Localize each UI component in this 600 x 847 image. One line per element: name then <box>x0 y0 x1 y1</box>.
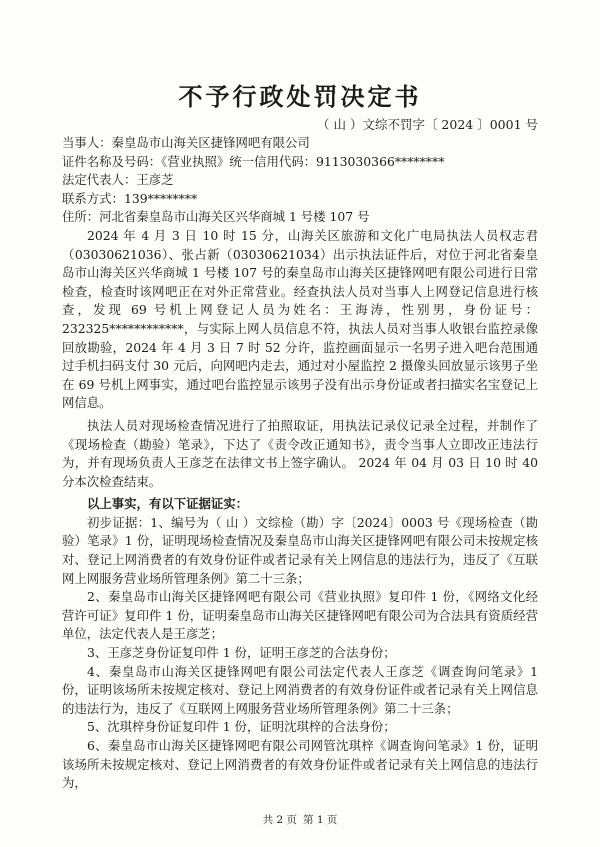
evidence-item-2: 2、秦皇岛市山海关区捷锋网吧有限公司《营业执照》复印件 1 份，《网络文化经营许可证》复印件 1 份，证明秦皇岛市山海关区捷锋网吧有限公司为合法具有资质经营单位，法定代表人是王彦芝； <box>62 589 538 642</box>
evidence-item-3: 3、王彦芝身份证复印件 1 份，证明王彦芝的合法身份； <box>87 645 396 661</box>
document-number: （ 山 ）文综不罚字〔 2024 〕0001 号 <box>317 117 538 132</box>
current-page: 第 1 页 <box>303 814 338 826</box>
evidence-item-1: 初步证据：1、编号为（ 山 ）文综检（勘）字〔2024〕0003 号《现场检查（勘验）笔录》1 份，证明现场检查情况及秦皇岛市山海关区捷锋网吧有限公司未按规定核对、登记上网消费者的有效身份证件或者记录有关上网信息的违法行为，违反了《互联网上网服务营业场所管理条例》第二十三条； <box>62 514 538 586</box>
evidence-heading: 以上事实，有以下证据证实： <box>87 496 249 512</box>
contact-line: 联系方式：139******** <box>62 190 198 206</box>
document-body <box>62 134 538 793</box>
evidence-item-4: 4、秦皇岛市山海关区捷锋网吧有限公司法定代表人王彦芝《调查询问笔录》1 份，证明该场所未按规定核对、登记上网消费者的有效身份证件或者记录有关上网信息的违法行为，违反了《互联网上网服务营业场所管理条例》第二十三条； <box>62 663 538 716</box>
party-line: 当事人：秦皇岛市山海关区捷锋网吧有限公司 <box>62 135 310 150</box>
evidence-collection-paragraph: 执法人员对现场检查情况进行了拍照取证，用执法记录仪记录全过程，并制作了《现场检查（勘验）笔录》，下达了《责令改正通知书》，责令当事人立即改正违法行为，并有现场负责人王彦芝在法律文书上签字确认。 2024 年 04 月 03 日 10 时 40 分本次检查结束。 <box>62 417 538 489</box>
evidence-item-6: 6、秦皇岛市山海关区捷锋网吧有限公司网管沈琪梓《调查询问笔录》1 份，证明该场所未按规定核对、登记上网消费者的有效身份证件或者记录有关上网信息的违法行为， <box>62 738 538 791</box>
inspection-paragraph: 2024 年 4 月 3 日 10 时 15 分，山海关区旅游和文化广电局执法人员权志君（03030621036）、张占新（03030621034）出示执法证件后，对位于河北省秦皇岛市山海关区兴华商城 1 号楼 107 号的秦皇岛市山海关区捷锋网吧有限公司进行日常检查，检查时该网吧正在对外正常营业。经查执法人员对当事人上网登记信息进行核查，发现 69 号机上网登记人员为姓名：王海涛，性别男，身份证号：232325************，与实际上网人员信息不符，执法人员对当事人收银台监控录像回放勘验，2024 年 4 月 3 日 7 时 52 分许，监控画面显示一名男子进入吧台范围通过手机扫码支付 30 元后，向网吧内走去，通过对小屋监控 2 摄像头回放显示该男子坐在 69 号机上网事实，通过吧台监控显示该男子没有出示身份证或者扫描实名宝登记上网信息。 <box>62 227 538 411</box>
page-footer <box>0 813 600 827</box>
evidence-item-5: 5、沈琪梓身份证复印件 1 份，证明沈琪梓的合法身份； <box>87 719 396 735</box>
license-line: 证件名称及号码：《营业执照》统一信用代码：9113030366******** <box>62 153 445 169</box>
address-line: 住所：河北省秦皇岛市山海关区兴华商城 1 号楼 107 号 <box>62 209 370 225</box>
document-title: 不予行政处罚决定书 <box>178 82 422 111</box>
legal-representative-line: 法定代表人：王彦芝 <box>62 172 174 188</box>
total-pages: 共 2 页 <box>262 814 297 826</box>
